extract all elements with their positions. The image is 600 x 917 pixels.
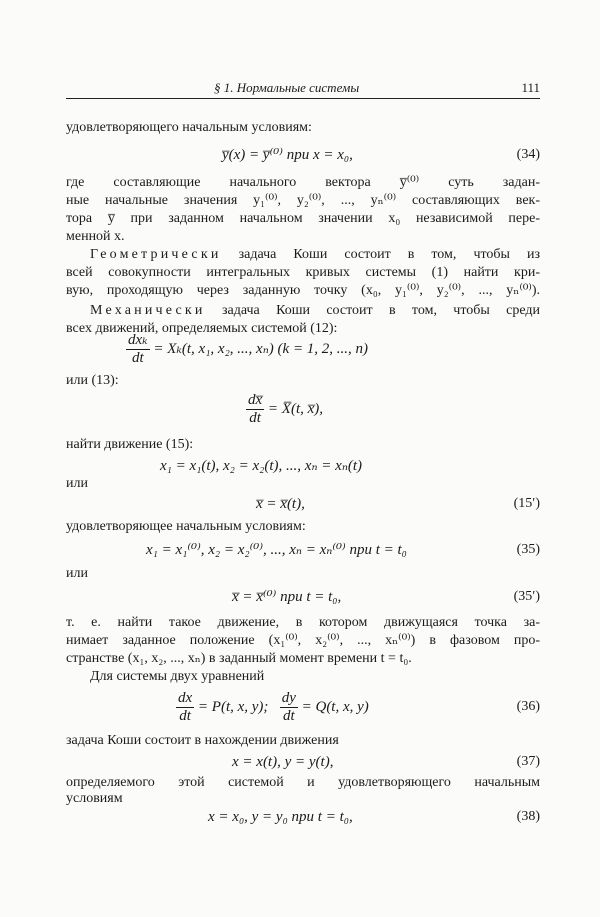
equation-number-38: (38)	[516, 809, 540, 824]
text-fragment: задача Коши состоит в том, чтобы из	[238, 247, 541, 262]
equation-rhs: = X̅(t, x̅),	[267, 400, 324, 417]
text-line: или	[66, 476, 88, 491]
text-line: странстве (x₁, x₂, ..., xₙ) в заданный момент времени t = t₀.	[66, 651, 412, 666]
equation-35-prime: x̅ = x̅⁽⁰⁾ при t = t₀,	[232, 589, 342, 605]
text-line: нимает заданное положение (x₁⁽⁰⁾, x₂⁽⁰⁾, ..., xₙ⁽⁰⁾) в фазовом про-	[66, 633, 540, 648]
text-line: условиям	[66, 791, 123, 806]
equation-12	[126, 332, 368, 367]
equation-number-36: (36)	[516, 699, 540, 714]
equation-rhs: = P(t, x, y);	[197, 698, 269, 715]
header-rule	[66, 98, 540, 99]
page-number: 111	[521, 80, 540, 95]
equation-37: x = x(t), y = y(t),	[232, 754, 334, 770]
fraction	[126, 332, 150, 367]
fraction-numerator: dy	[281, 690, 296, 706]
equation-34: y̅(x) = y̅⁽⁰⁾ при x = x₀,	[222, 147, 353, 163]
fraction-numerator: dx̅	[248, 392, 263, 408]
text-line: всех движений, определяемых системой (12):	[66, 321, 338, 336]
equation-13	[246, 392, 323, 427]
text-line: всей совокупности интегральных кривых системы (1) найти кри-	[66, 265, 540, 280]
equation-35: x₁ = x₁⁽⁰⁾, x₂ = x₂⁽⁰⁾, ..., xₙ = xₙ⁽⁰⁾ при t = t₀	[146, 542, 407, 558]
section-title: § 1. Нормальные системы	[214, 80, 360, 95]
fraction	[246, 392, 264, 427]
fraction-denominator: dt	[179, 708, 191, 724]
running-header	[66, 80, 540, 98]
text-line: найти движение (15):	[66, 437, 194, 452]
fraction-denominator: dt	[282, 708, 295, 724]
text-line: удовлетворяющее начальным условиям:	[66, 519, 306, 534]
text-line: т. е. найти такое движение, в котором движущаяся точка за-	[66, 615, 540, 630]
fraction	[176, 690, 194, 725]
text-line: Для системы двух уравнений	[90, 669, 265, 684]
equation-number-37: (37)	[516, 754, 540, 769]
fraction-numerator: dx	[178, 690, 193, 706]
equation-15: x₁ = x₁(t), x₂ = x₂(t), ..., xₙ = xₙ(t)	[160, 458, 363, 474]
spaced-term: Геометрически	[90, 247, 222, 262]
text-line	[90, 302, 540, 320]
text-line: или (13):	[66, 373, 119, 388]
text-line: задача Коши состоит в нахождении движения	[66, 733, 339, 748]
equation-number-34: (34)	[516, 147, 540, 162]
text-line: определяемого этой системой и удовлетворяющего начальным	[66, 775, 540, 790]
text-line: менной x.	[66, 229, 125, 244]
fraction	[280, 690, 298, 725]
text-line: где составляющие начального вектора y̅⁽⁰⁾ суть задан-	[66, 175, 540, 190]
fraction-numerator: dxₖ	[128, 332, 148, 348]
fraction-denominator: dt	[131, 350, 144, 366]
equation-number-15-prime: (15′)	[513, 496, 540, 511]
text-line: вую, проходящую через заданную точку (x₀, y₁⁽⁰⁾, y₂⁽⁰⁾, ..., yₙ⁽⁰⁾).	[66, 283, 540, 298]
text-fragment: задача Коши состоит в том, чтобы среди	[221, 303, 540, 318]
equation-number-35-prime: (35′)	[513, 589, 540, 604]
text-line: тора y̅ при заданном начальном значении x₀ независимой пере-	[66, 211, 540, 226]
equation-38: x = x₀, y = y₀ при t = t₀,	[208, 809, 353, 825]
text-line: или	[66, 566, 88, 581]
text-line	[90, 246, 540, 264]
equation-15-prime: x̅ = x̅(t),	[256, 496, 305, 512]
equation-number-35: (35)	[516, 542, 540, 557]
equation-rhs: = Q(t, x, y)	[301, 698, 369, 715]
equation-rhs: = Xₖ(t, x₁, x₂, ..., xₙ) (k = 1, 2, ..., n)	[153, 340, 369, 357]
text-line: ные начальные значения y₁⁽⁰⁾, y₂⁽⁰⁾, ..., yₙ⁽⁰⁾ составляющих век-	[66, 193, 540, 208]
text-line: удовлетворяющего начальным условиям:	[66, 120, 312, 135]
spaced-term: Механически	[90, 303, 206, 318]
equation-36	[176, 690, 369, 725]
fraction-denominator: dt	[249, 410, 261, 426]
